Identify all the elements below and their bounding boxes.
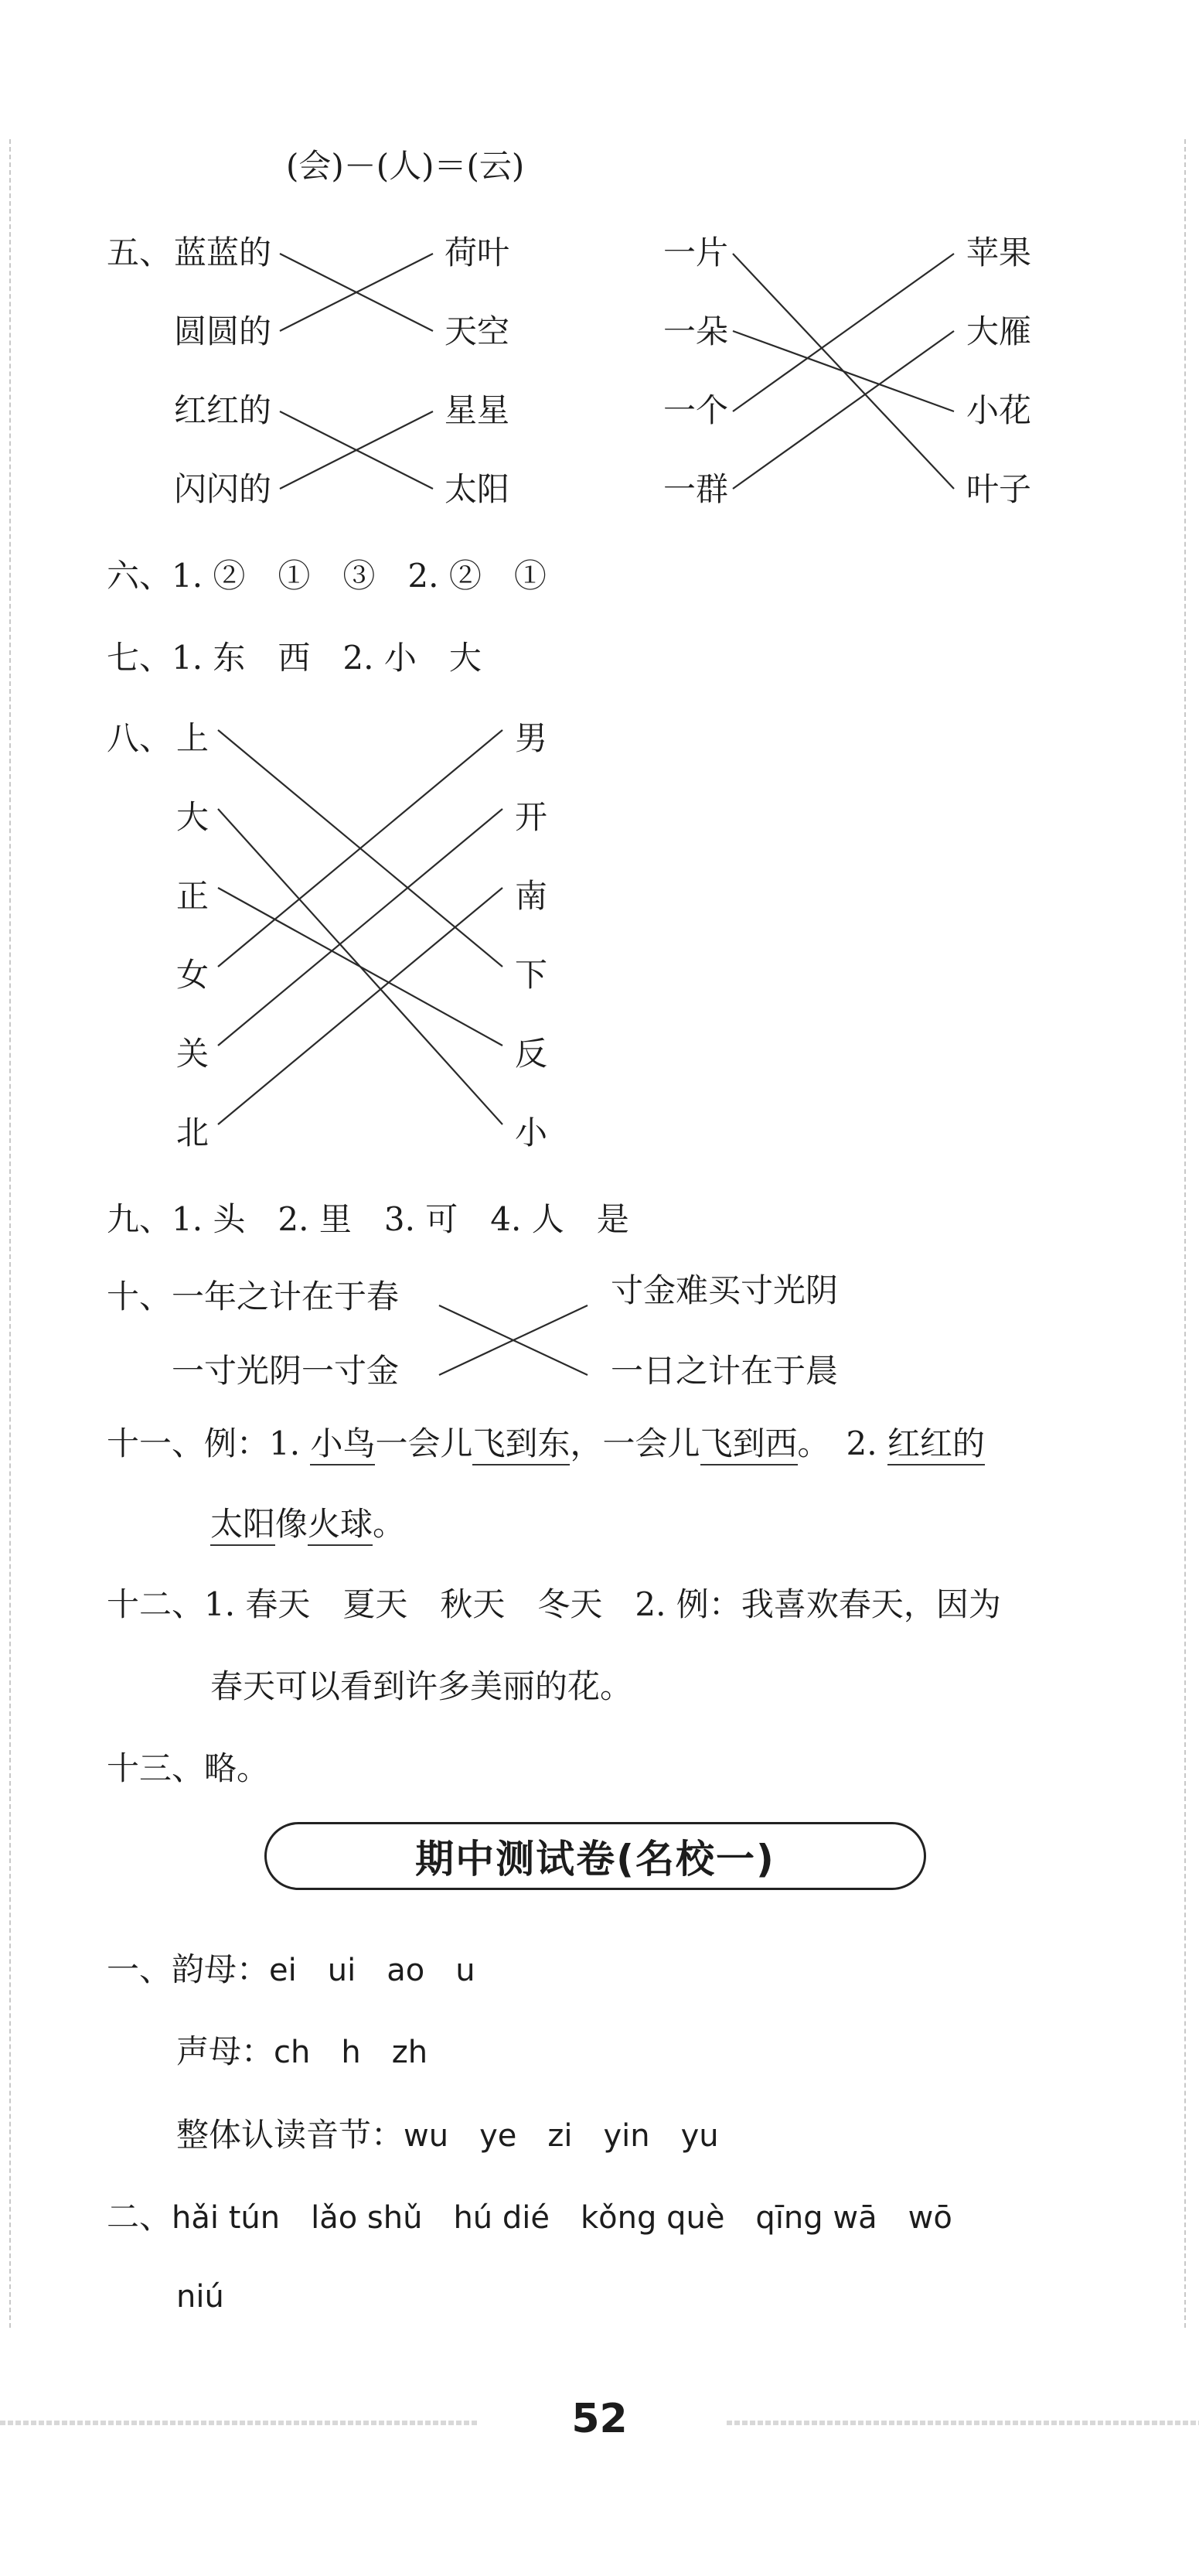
- q5-right-target: 苹果: [966, 234, 1032, 271]
- q11-text: 像: [275, 1505, 308, 1543]
- q8-left-char: 上: [176, 719, 209, 757]
- q5-label: 五、: [107, 234, 172, 271]
- q8-match-line-3: [218, 888, 502, 1046]
- q5-right-word: 一个: [663, 391, 729, 429]
- q10-right-phrase: 寸金难买寸光阴: [611, 1271, 839, 1309]
- q11-underline: 小鸟: [310, 1424, 375, 1465]
- q8-match-line-5: [218, 809, 502, 1046]
- shengmu-answer: ch h zh: [274, 2035, 428, 2070]
- q5-right-word: 一朵: [663, 312, 729, 350]
- q8-right-char: 男: [515, 719, 548, 757]
- q5-match-line-6: [733, 331, 954, 411]
- q5-left-word: 红红的: [174, 391, 272, 429]
- q11-text: 。: [373, 1505, 406, 1543]
- q11-underline: 飞到西: [700, 1424, 798, 1465]
- s2-q2-line2: niú: [176, 2279, 224, 2315]
- q11-underline: 火球: [308, 1505, 373, 1546]
- zhengti-label: 整体认读音节：: [176, 2116, 404, 2154]
- q5-right-target: 大雁: [966, 312, 1032, 350]
- q10-left-phrase: 一年之计在于春: [172, 1278, 400, 1315]
- q11-text: ，一会儿: [570, 1424, 700, 1462]
- page-number: 52: [571, 2396, 628, 2442]
- q8-match-line-6: [218, 888, 502, 1124]
- zhengti-answer: wu ye zi yin yu: [404, 2118, 719, 2154]
- q5-match-line-8: [733, 331, 954, 489]
- q11-prefix: 十一、例：1.: [107, 1424, 311, 1462]
- q8-left-char: 女: [176, 956, 209, 994]
- q8-left-char: 关: [176, 1035, 209, 1073]
- q11-text: 。 2.: [797, 1424, 887, 1462]
- q11-underline: 飞到东: [472, 1424, 570, 1465]
- q8-right-char: 下: [515, 956, 548, 994]
- q8-right-char: 反: [515, 1035, 548, 1073]
- q11-underline: 红红的: [887, 1424, 985, 1465]
- shengmu-label: 声母：: [176, 2032, 274, 2070]
- q11-text: 一会儿: [375, 1424, 473, 1462]
- q12-line1: 十二、1. 春天 夏天 秋天 冬天 2. 例：我喜欢春天，因为: [107, 1585, 1001, 1623]
- yunmu-label: 韵母：: [172, 1950, 270, 1988]
- q5-right-word: 一群: [663, 470, 729, 508]
- q6-answer: 六、1. ② ① ③ 2. ② ①: [107, 557, 547, 595]
- q8-left-char: 北: [176, 1114, 209, 1152]
- s2-q1-label: 一、: [107, 1950, 172, 1988]
- q12-line2: 春天可以看到许多美丽的花。: [210, 1667, 633, 1705]
- q5-left-target: 荷叶: [445, 234, 510, 271]
- q5-right-target: 叶子: [966, 470, 1032, 508]
- q11-underline: 太阳: [210, 1505, 275, 1546]
- q10-right-phrase: 一日之计在于晨: [611, 1352, 839, 1390]
- q8-right-char: 开: [515, 798, 548, 836]
- pinyin-answer: hǎi tún lǎo shǔ hú dié kǒng què qīng wā wō: [172, 2200, 952, 2236]
- q5-left-word: 圆圆的: [174, 312, 272, 350]
- q10-left-phrase: 一寸光阴一寸金: [172, 1352, 400, 1390]
- q5-left-target: 天空: [445, 312, 510, 350]
- q8-right-char: 南: [515, 877, 548, 915]
- q8-left-char: 大: [176, 798, 209, 836]
- q10-label: 十、: [107, 1278, 172, 1315]
- q8-left-char: 正: [176, 877, 209, 915]
- q8-right-char: 小: [515, 1114, 548, 1152]
- section-title: 期中测试卷(名校一): [415, 1837, 775, 1882]
- q13-answer: 十三、略。: [107, 1749, 270, 1787]
- top-equation: (会)－(人)＝(云): [286, 147, 525, 185]
- q8-label: 八、: [107, 719, 172, 757]
- q5-left-target: 星星: [445, 391, 510, 429]
- yunmu-answer: ei ui ao u: [269, 1953, 475, 1988]
- q5-right-target: 小花: [966, 391, 1032, 429]
- q5-left-word: 闪闪的: [174, 470, 272, 508]
- q5-left-word: 蓝蓝的: [174, 234, 272, 271]
- q5-left-target: 太阳: [445, 470, 510, 508]
- q7-answer: 七、1. 东 西 2. 小 大: [107, 639, 482, 677]
- q5-match-line-7: [733, 254, 954, 411]
- q9-answer: 九、1. 头 2. 里 3. 可 4. 人 是: [107, 1200, 629, 1238]
- q5-right-word: 一片: [663, 234, 729, 271]
- s2-q2-label: 二、: [107, 2198, 172, 2236]
